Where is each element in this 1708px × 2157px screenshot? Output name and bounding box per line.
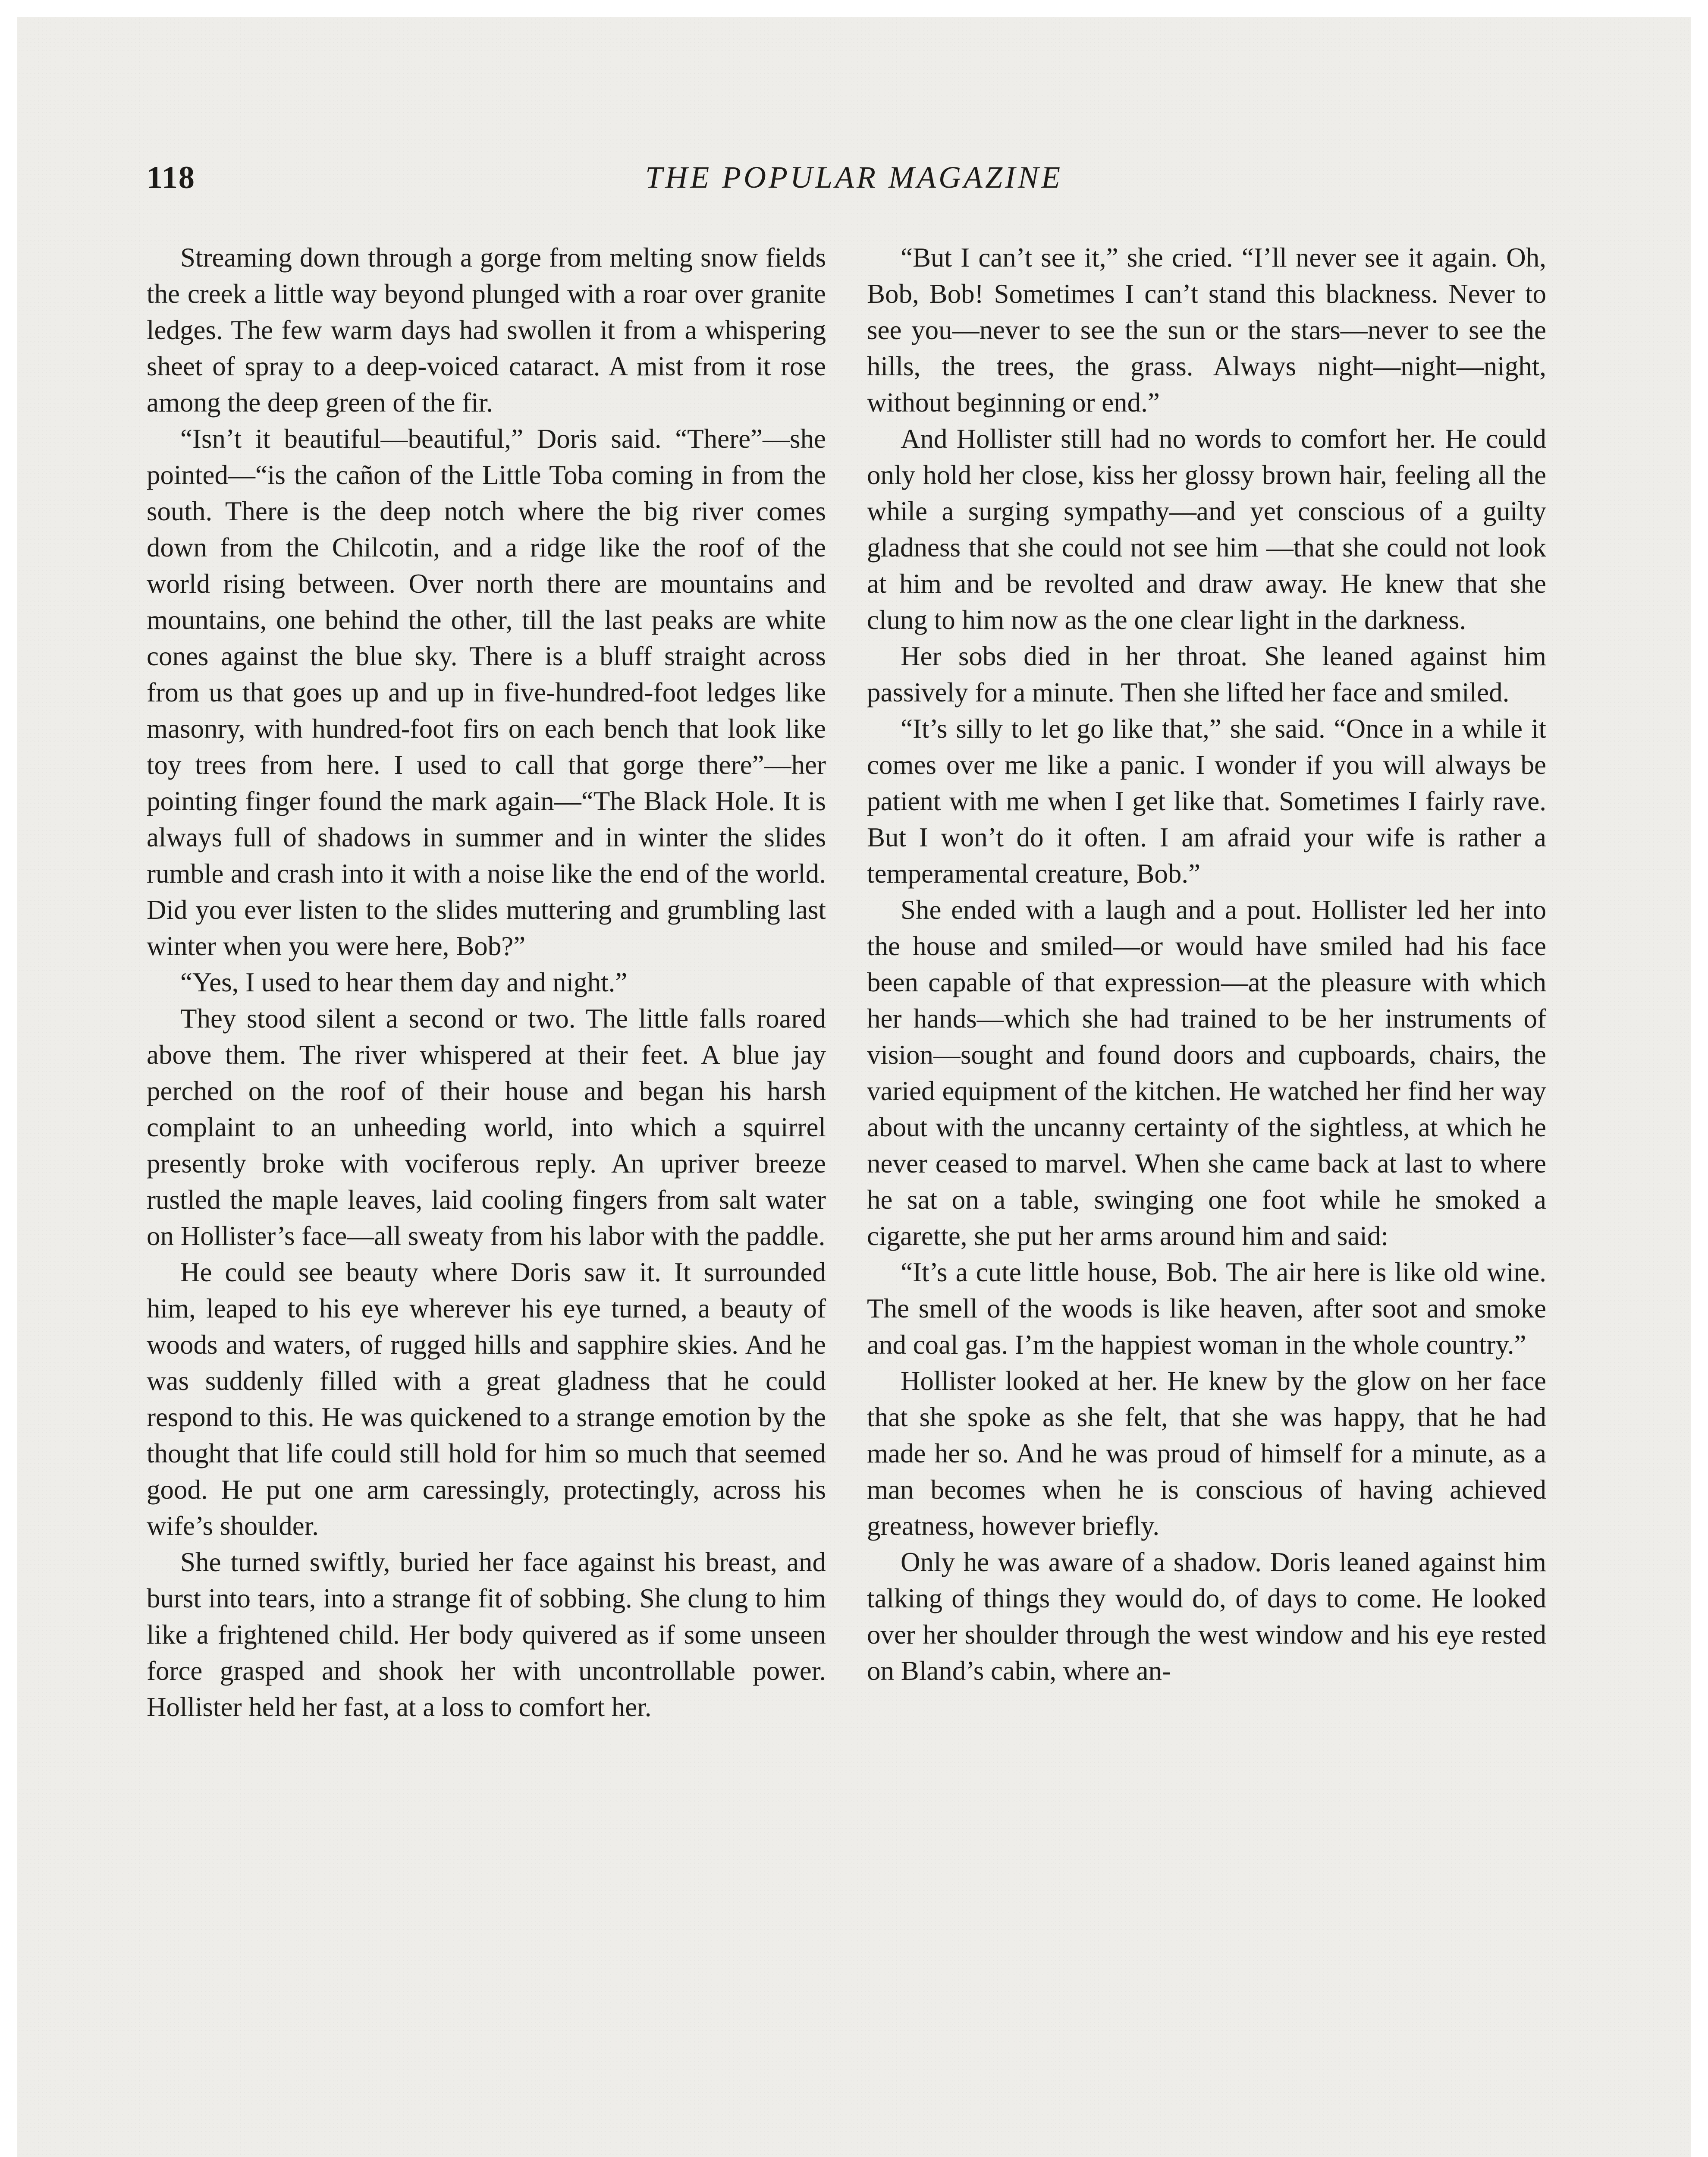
paragraph: Hollister looked at her. He knew by the glow on her face that she spoke as she felt, that she was happy, that he had made her so. And he was proud of himself for a minute, as a man becomes when he is conscious of having achieved greatness, however briefly. (867, 1366, 1546, 1541)
magazine-page (17, 17, 1691, 2157)
paragraph: “It’s a cute little house, Bob. The air here is like old wine. The smell of the woods is like heaven, after soot and smoke and coal gas. I’m the happiest woman in the whole country.” (867, 1257, 1546, 1360)
running-head: THE POPULAR MAGAZINE (645, 160, 1063, 195)
page-number: 118 (147, 160, 195, 195)
paragraph: Only he was aware of a shadow. Doris leaned against him talking of things they would do, of days to come. He looked over her shoulder through the west window and his eye rested on Bland’s cabin, where an- (867, 1547, 1546, 1686)
text-column-right (867, 239, 1546, 1689)
paragraph: And Hollister still had no words to comfort her. He could only hold her close, kiss her glossy brown hair, feeling all the while a surging sympathy—and yet conscious of a guilty gladness that she could not see him —that she could not look at him and be revolted and draw away. He knew that she clung to him now as the one clear light in the darkness. (867, 424, 1546, 635)
paragraph: She ended with a laugh and a pout. Hollister led her into the house and smiled—or would have smiled had his face been capable of that expression—at the pleasure with which her hands—which she had trained to be her instruments of vision—sought and found doors and cupboards, chairs, the varied equipment of the kitchen. He watched her find her way about with the uncanny certainty of the sightless, at which he never ceased to marvel. When she came back at last to where he sat on a table, swinging one foot while he smoked a cigarette, she put her arms around him and said: (867, 895, 1546, 1251)
paragraph: “Yes, I used to hear them day and night.” (180, 967, 628, 997)
paragraph: “It’s silly to let go like that,” she said. “Once in a while it comes over me like a panic. I wonder if you will always be patient with me when I get like that. Sometimes I fairly rave. But I won’t do it often. I am afraid your wife is rather a temperamental creature, Bob.” (867, 714, 1546, 889)
text-column-left (147, 239, 826, 1725)
paragraph: Her sobs died in her throat. She leaned against him passively for a minute. Then she lifted her face and smiled. (867, 641, 1546, 707)
paragraph: She turned swiftly, buried her face against his breast, and burst into tears, into a strange fit of sobbing. She clung to him like a frightened child. Her body quivered as if some unseen force grasped and shook her with uncontrollable power. Hollister held her fast, at a loss to comfort her. (147, 1547, 826, 1722)
paragraph: Streaming down through a gorge from melting snow fields the creek a little way beyond plunged with a roar over granite ledges. The few warm days had swollen it from a whispering sheet of spray to a deep-voiced cataract. A mist from it rose among the deep green of the fir. (147, 242, 826, 418)
paragraph: “But I can’t see it,” she cried. “I’ll never see it again. Oh, Bob, Bob! Sometimes I can’t stand this blackness. Never to see you—never to see the sun or the stars—never to see the hills, the trees, the grass. Always night—night—night, without beginning or end.” (867, 242, 1546, 418)
page-header (147, 160, 1561, 203)
paragraph: He could see beauty where Doris saw it. It surrounded him, leaped to his eye wherever his eye turned, a beauty of woods and waters, of rugged hills and sapphire skies. And he was suddenly filled with a great gladness that he could respond to this. He was quickened to a strange emotion by the thought that life could still hold for him so much that seemed good. He put one arm caressingly, protectingly, across his wife’s shoulder. (147, 1257, 826, 1541)
paragraph: “Isn’t it beautiful—beautiful,” Doris said. “There”—she pointed—“is the cañon of the Little Toba coming in from the south. There is the deep notch where the big river comes down from the Chilcotin, and a ridge like the roof of the world rising between. Over north there are mountains and mountains, one behind the other, till the last peaks are white cones against the blue sky. There is a bluff straight across from us that goes up and up in five-hundred-foot ledges like masonry, with hundred-foot firs on each bench that look like toy trees from here. I used to call that gorge there”—her pointing finger found the mark again—“The Black Hole. It is always full of shadows in summer and in winter the slides rumble and crash into it with a noise like the end of the world. Did you ever listen to the slides muttering and grumbling last winter when you were here, Bob?” (147, 424, 826, 961)
paragraph: They stood silent a second or two. The little falls roared above them. The river whispered at their feet. A blue jay perched on the roof of their house and began his harsh complaint to an unheeding world, into which a squirrel presently broke with vociferous reply. An upriver breeze rustled the maple leaves, laid cooling fingers from salt water on Hollister’s face—all sweaty from his labor with the paddle. (147, 1003, 826, 1251)
